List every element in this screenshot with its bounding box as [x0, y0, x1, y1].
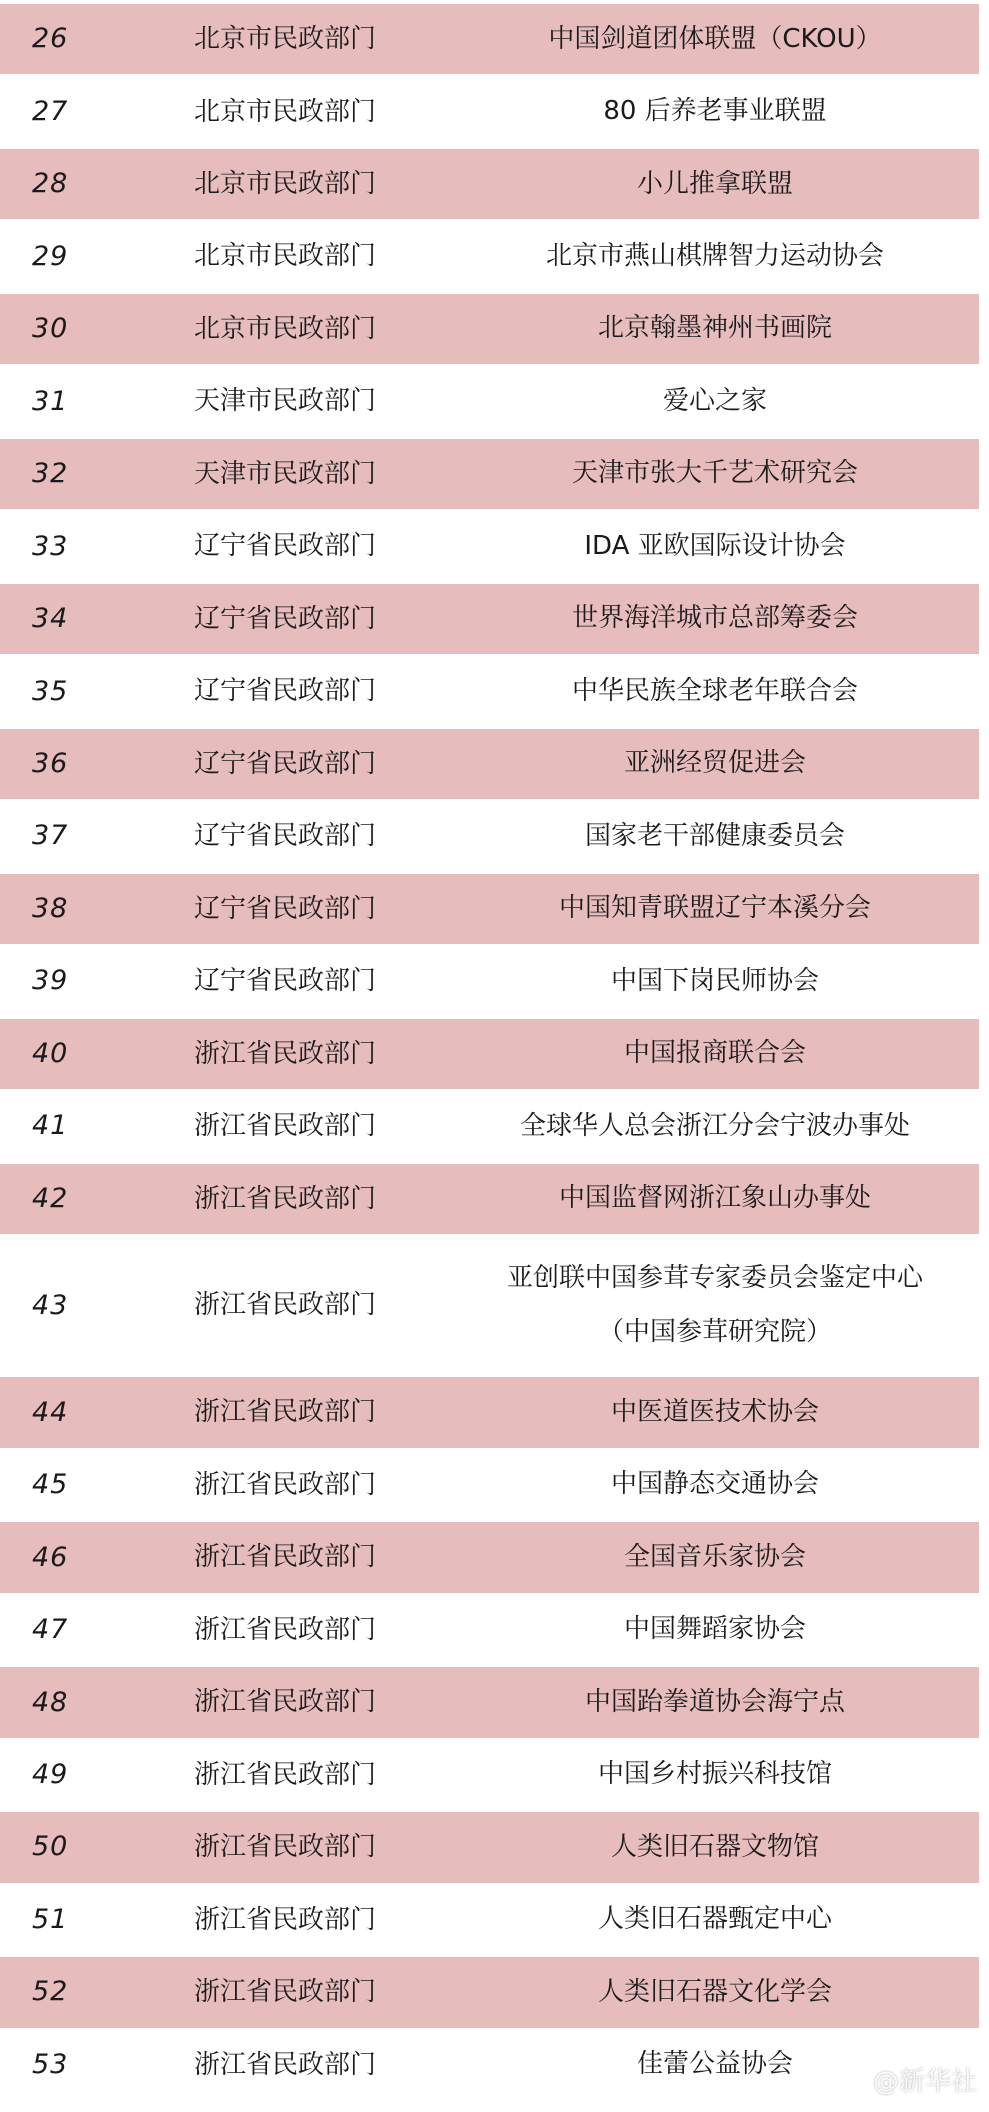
- row-number: 45: [32, 1469, 69, 1501]
- organization-name-cell: [450, 4, 980, 74]
- row-number: 53: [32, 2048, 69, 2080]
- organization-name: 中国监督网浙江象山办事处: [558, 1183, 871, 1214]
- row-number: 41: [32, 1110, 69, 1142]
- table-row: [0, 1377, 979, 1447]
- table-row: [0, 511, 979, 581]
- organization-name-cell: [450, 1595, 980, 1665]
- organization-name: 中华民族全球老年联合会: [571, 675, 858, 706]
- registration-department: 浙江省民政部门: [193, 1904, 376, 1935]
- table-row: [0, 1236, 979, 1375]
- organization-name: 全国音乐家协会: [623, 1541, 806, 1572]
- row-number: 48: [32, 1686, 69, 1718]
- row-number: 44: [32, 1396, 69, 1428]
- row-number: 33: [32, 530, 69, 562]
- organization-name: 人类旧石器甄定中心: [597, 1904, 832, 1935]
- row-number: 37: [32, 820, 69, 852]
- watermark: [833, 2061, 977, 2098]
- table-row: [0, 4, 979, 74]
- row-number: 32: [32, 458, 69, 490]
- organization-name-cell: [450, 1091, 980, 1161]
- organization-name: 80 后养老事业联盟: [603, 96, 827, 127]
- table-row: [0, 366, 979, 436]
- row-number: 31: [32, 385, 69, 417]
- row-number: 43: [32, 1289, 69, 1321]
- registration-department: 北京市民政部门: [193, 168, 376, 199]
- table-row: [0, 801, 979, 871]
- registration-department: 北京市民政部门: [193, 24, 376, 55]
- organization-name: 亚洲经贸促进会: [623, 748, 806, 779]
- registration-department: 天津市民政部门: [193, 458, 376, 489]
- table-row: [0, 1595, 979, 1665]
- registration-department: 辽宁省民政部门: [193, 531, 376, 562]
- organization-name: 小儿推拿联盟: [636, 168, 793, 199]
- row-number: 38: [32, 892, 69, 924]
- registration-department: 浙江省民政部门: [193, 1469, 376, 1500]
- table-row: [0, 1164, 979, 1234]
- organization-name: 全球华人总会浙江分会宁波办事处: [519, 1110, 910, 1141]
- organization-name-cell: [450, 1667, 980, 1737]
- table-row: [0, 729, 979, 799]
- table-row: [0, 656, 979, 726]
- registration-department: 浙江省民政部门: [193, 1111, 376, 1142]
- organization-name-cell: [450, 1522, 980, 1592]
- row-number: 28: [32, 168, 69, 200]
- registration-department: 浙江省民政部门: [193, 1397, 376, 1428]
- table-row: [0, 221, 979, 291]
- organization-name: 中国剑道团体联盟（CKOU）: [548, 23, 882, 54]
- registration-department: 辽宁省民政部门: [193, 821, 376, 852]
- registration-department: 辽宁省民政部门: [193, 966, 376, 997]
- row-number: 29: [32, 240, 69, 272]
- table-row: [0, 1667, 979, 1737]
- table-row: [0, 76, 979, 146]
- organization-name-cell: [450, 801, 980, 871]
- organization-name: IDA 亚欧国际设计协会: [584, 530, 846, 561]
- organization-name-cell: [450, 1957, 980, 2027]
- organization-name-cell: [450, 584, 980, 654]
- organization-name-cell: [450, 221, 980, 291]
- table-row: [0, 946, 979, 1016]
- row-number: 49: [32, 1758, 69, 1790]
- organization-name-cell: [450, 1377, 980, 1447]
- row-number: 42: [32, 1182, 69, 1214]
- registration-department: 浙江省民政部门: [193, 1687, 376, 1718]
- organization-name-cell: [450, 946, 980, 1016]
- weibo-icon: [833, 2066, 867, 2094]
- registration-department: 浙江省民政部门: [193, 2049, 376, 2080]
- organization-name: 世界海洋城市总部筹委会: [571, 603, 858, 634]
- row-number: 26: [32, 23, 69, 55]
- registration-department: 北京市民政部门: [193, 96, 376, 127]
- registration-department: 浙江省民政部门: [193, 1832, 376, 1863]
- table-row: [0, 294, 979, 364]
- table-row: [0, 1740, 979, 1810]
- registration-department: 浙江省民政部门: [193, 1614, 376, 1645]
- registration-department: 北京市民政部门: [193, 241, 376, 272]
- table-row: [0, 1812, 979, 1882]
- table-row: [0, 1450, 979, 1520]
- watermark-text: @新华社: [872, 2067, 977, 2097]
- organization-name-cell: [450, 1885, 980, 1955]
- row-number: 52: [32, 1976, 69, 2008]
- table-row: [0, 1957, 979, 2027]
- row-number: 30: [32, 313, 69, 345]
- organization-name: 北京市燕山棋牌智力运动协会: [545, 240, 884, 271]
- row-number: 39: [32, 965, 69, 997]
- row-number: 35: [32, 675, 69, 707]
- registration-department: 浙江省民政部门: [193, 1759, 376, 1790]
- organization-name: 中医道医技术协会: [610, 1396, 819, 1427]
- registration-department: 辽宁省民政部门: [193, 676, 376, 707]
- organization-name-cell: [450, 1019, 980, 1089]
- organization-name: 天津市张大千艺术研究会: [571, 458, 858, 489]
- organization-name: 中国乡村振兴科技馆: [597, 1759, 832, 1790]
- organization-name-cell: [450, 511, 980, 581]
- row-number: 40: [32, 1037, 69, 1069]
- organization-name-cell: [450, 149, 980, 219]
- organization-name: 人类旧石器文物馆: [610, 1831, 819, 1862]
- registration-department: 浙江省民政部门: [193, 1542, 376, 1573]
- organization-name: 人类旧石器文化学会: [597, 1976, 832, 2007]
- organization-name: 北京翰墨神州书画院: [597, 313, 832, 344]
- organization-name: 中国报商联合会: [623, 1038, 806, 1069]
- registration-department: 浙江省民政部门: [193, 1038, 376, 1069]
- organization-name-cell: [450, 1164, 980, 1234]
- row-number: 46: [32, 1541, 69, 1573]
- registration-department: 浙江省民政部门: [193, 1290, 376, 1321]
- organization-name: 爱心之家: [662, 385, 767, 416]
- organization-name-cell: [450, 294, 980, 364]
- row-number: 27: [32, 95, 69, 127]
- row-number: 36: [32, 748, 69, 780]
- organization-name-cell: [450, 874, 980, 944]
- table-row: [0, 1885, 979, 1955]
- table-row: [0, 439, 979, 509]
- table-row: [0, 149, 979, 219]
- registration-department: 辽宁省民政部门: [193, 748, 376, 779]
- registration-department: 浙江省民政部门: [193, 1183, 376, 1214]
- organization-name-cell: [450, 366, 980, 436]
- organization-name-cell: [450, 1740, 980, 1810]
- organization-name: 佳蕾公益协会: [636, 2049, 793, 2080]
- row-number: 50: [32, 1831, 69, 1863]
- organization-name-cell: [450, 76, 980, 146]
- table-row: [0, 874, 979, 944]
- row-number: 34: [32, 603, 69, 635]
- organization-name-cell: [450, 439, 980, 509]
- organization-name-cell: [450, 1450, 980, 1520]
- organization-name-cell: [450, 729, 980, 799]
- table-row: [0, 1522, 979, 1592]
- row-number: 47: [32, 1614, 69, 1646]
- table-row: [0, 584, 979, 654]
- registration-department: 辽宁省民政部门: [193, 603, 376, 634]
- organization-name-cell: [450, 1236, 980, 1375]
- organization-name: 中国静态交通协会: [610, 1469, 819, 1500]
- table-row: [0, 1091, 979, 1161]
- registration-department: 浙江省民政部门: [193, 1977, 376, 2008]
- organization-name: 中国知青联盟辽宁本溪分会: [558, 893, 871, 924]
- organization-name: 中国舞蹈家协会: [623, 1614, 806, 1645]
- organization-name-cell: [450, 656, 980, 726]
- registration-department: 天津市民政部门: [193, 386, 376, 417]
- registration-department: 辽宁省民政部门: [193, 893, 376, 924]
- table-row: [0, 1019, 979, 1089]
- organization-name: 亚创联中国参茸专家委员会鉴定中心 （中国参茸研究院）: [506, 1263, 923, 1347]
- organization-name: 国家老干部健康委员会: [584, 820, 845, 851]
- organization-name: 中国下岗民师协会: [610, 965, 819, 996]
- organization-name-cell: [450, 1812, 980, 1882]
- row-number: 51: [32, 1903, 69, 1935]
- organization-name: 中国跆拳道协会海宁点: [584, 1686, 845, 1717]
- registration-department: 北京市民政部门: [193, 313, 376, 344]
